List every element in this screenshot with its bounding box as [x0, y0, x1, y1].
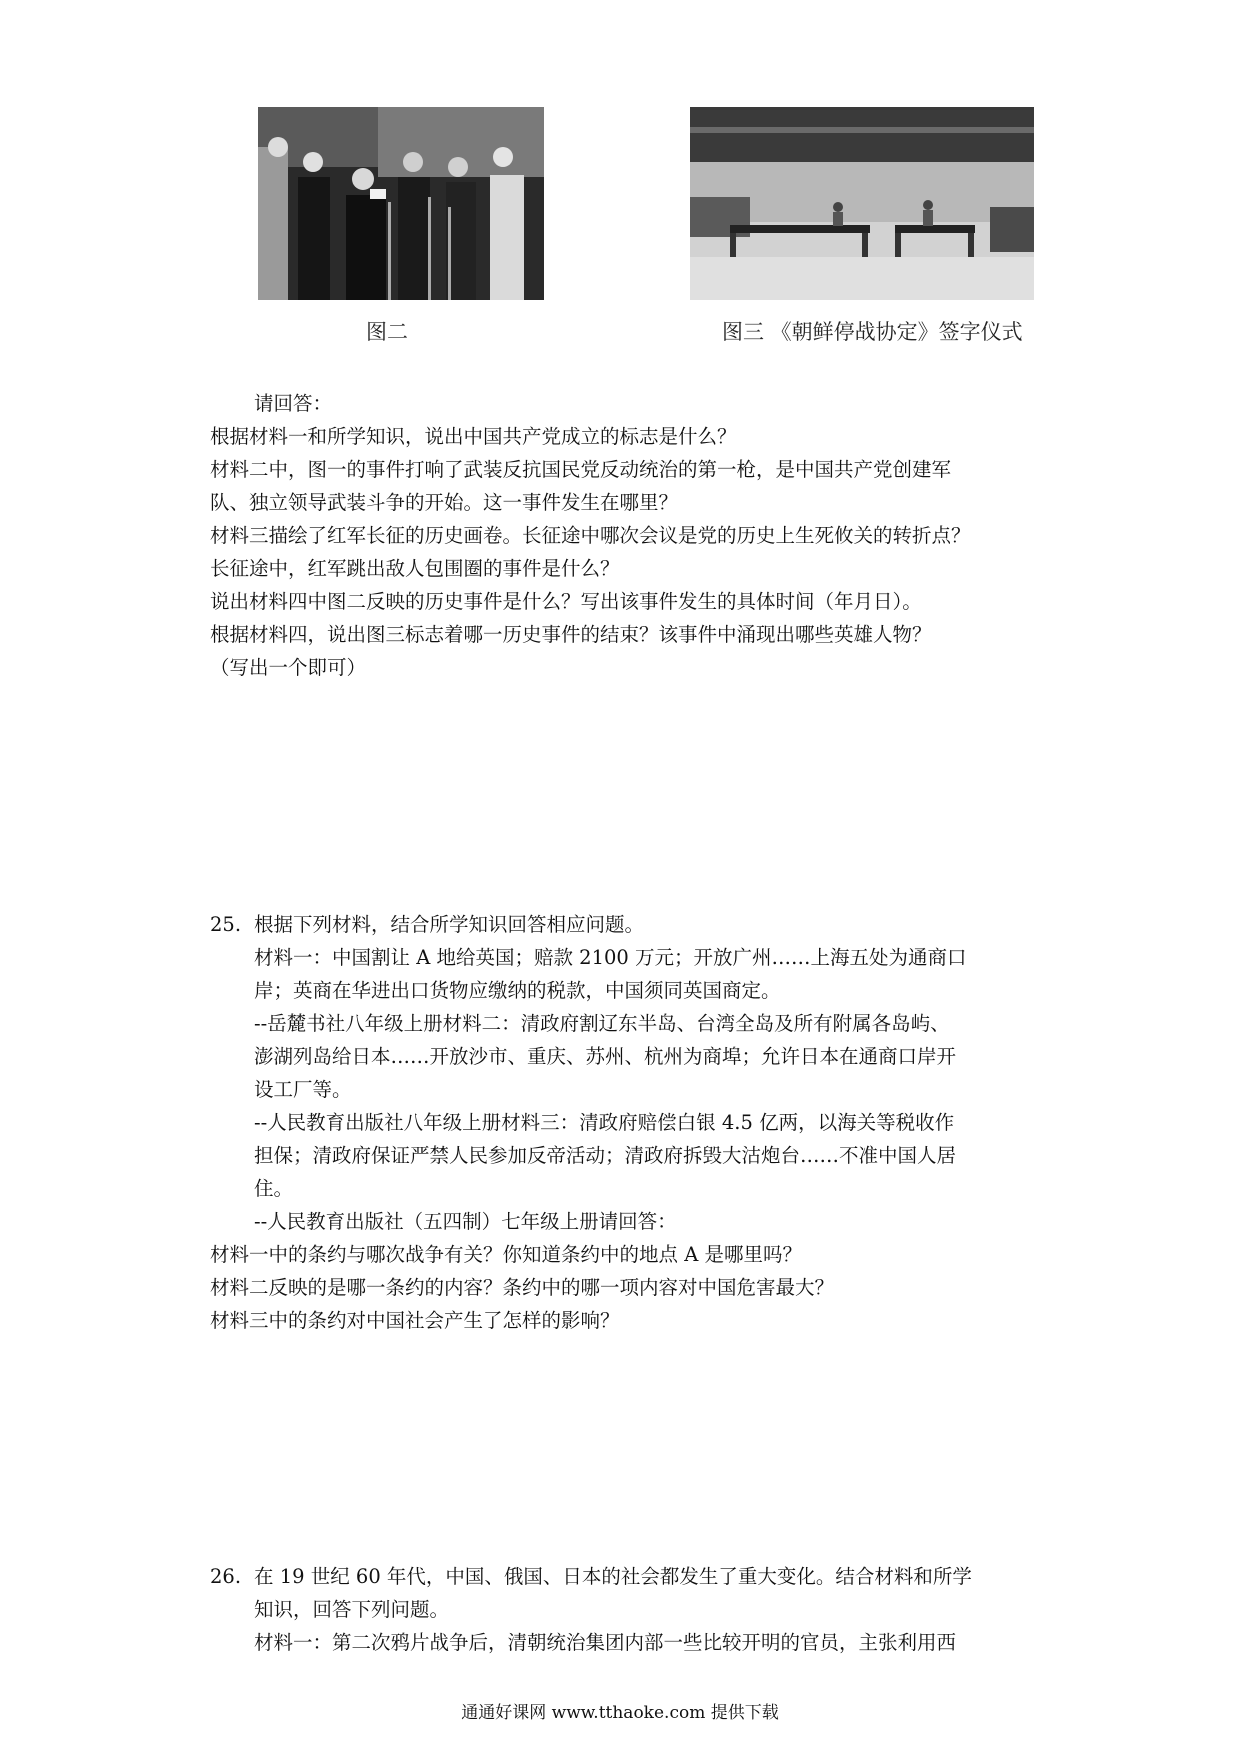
q25-line: 根据下列材料，结合所学知识回答相应问题。	[254, 913, 645, 936]
q25-line: 住。	[254, 1177, 294, 1200]
question-26-block	[210, 1560, 1050, 1659]
q25-question: 材料一中的条约与哪次战争有关？你知道条约中的地点 A 是哪里吗？	[210, 1243, 802, 1266]
q24-line: 材料二中，图一的事件打响了武装反抗国民党反动统治的第一枪，是中国共产党创建军	[210, 458, 952, 481]
q25-line: 设工厂等。	[254, 1078, 352, 1101]
q25-question: 材料三中的条约对中国社会产生了怎样的影响？	[210, 1309, 620, 1332]
figure-2-caption: 图二	[366, 320, 408, 344]
figure-3-caption: 图三 《朝鲜停战协定》签字仪式	[722, 320, 1023, 344]
q24-line: 材料三描绘了红军长征的历史画卷。长征途中哪次会议是党的历史上生死攸关的转折点？	[210, 524, 971, 547]
question-number: 26.	[210, 1565, 242, 1588]
q24-line: 队、独立领导武装斗争的开始。这一事件发生在哪里？	[210, 491, 679, 514]
q24-line: 请回答：	[254, 392, 333, 415]
q24-line: 说出材料四中图二反映的历史事件是什么？写出该事件发生的具体时间（年月日）。	[210, 590, 922, 613]
q24-line: （写出一个即可）	[210, 656, 367, 679]
figure-3-photo	[690, 107, 1034, 300]
q25-question: 材料二反映的是哪一条约的内容？条约中的哪一项内容对中国危害最大？	[210, 1276, 835, 1299]
question-25-block	[210, 908, 1050, 1337]
q24-line: 根据材料一和所学知识，说出中国共产党成立的标志是什么？	[210, 425, 737, 448]
q26-line: 在 19 世纪 60 年代，中国、俄国、日本的社会都发生了重大变化。结合材料和所学	[254, 1565, 972, 1588]
q25-line: 岸；英商在华进出口货物应缴纳的税款，中国须同英国商定。	[254, 979, 781, 1002]
q25-line: 材料一：中国割让 A 地给英国；赔款 2100 万元；开放广州……上海五处为通商口	[254, 946, 967, 969]
figure-2-photo	[258, 107, 544, 300]
question-24-block	[210, 387, 1050, 684]
q24-line: 长征途中，红军跳出敌人包围圈的事件是什么？	[210, 557, 620, 580]
q25-line: --岳麓书社八年级上册材料二：清政府割辽东半岛、台湾全岛及所有附属各岛屿、	[254, 1012, 950, 1035]
q26-line: 知识，回答下列问题。	[254, 1598, 450, 1621]
q26-line: 材料一：第二次鸦片战争后，清朝统治集团内部一些比较开明的官员，主张利用西	[254, 1631, 957, 1654]
q25-line: 担保；清政府保证严禁人民参加反帝活动；清政府拆毁大沽炮台……不准中国人居	[254, 1144, 957, 1167]
q25-line: 澎湖列岛给日本……开放沙市、重庆、苏州、杭州为商埠；允许日本在通商口岸开	[254, 1045, 957, 1068]
question-number: 25.	[210, 913, 242, 936]
q25-line: --人民教育出版社八年级上册材料三：清政府赔偿白银 4.5 亿两，以海关等税收作	[254, 1111, 955, 1134]
q24-line: 根据材料四，说出图三标志着哪一历史事件的结束？该事件中涌现出哪些英雄人物？	[210, 623, 932, 646]
q26-prompt	[210, 1560, 1050, 1593]
q25-line: --人民教育出版社（五四制）七年级上册请回答：	[254, 1210, 677, 1233]
page-footer: 通通好课网 www.tthaoke.com 提供下载	[461, 1703, 779, 1723]
q25-prompt	[210, 908, 1050, 941]
